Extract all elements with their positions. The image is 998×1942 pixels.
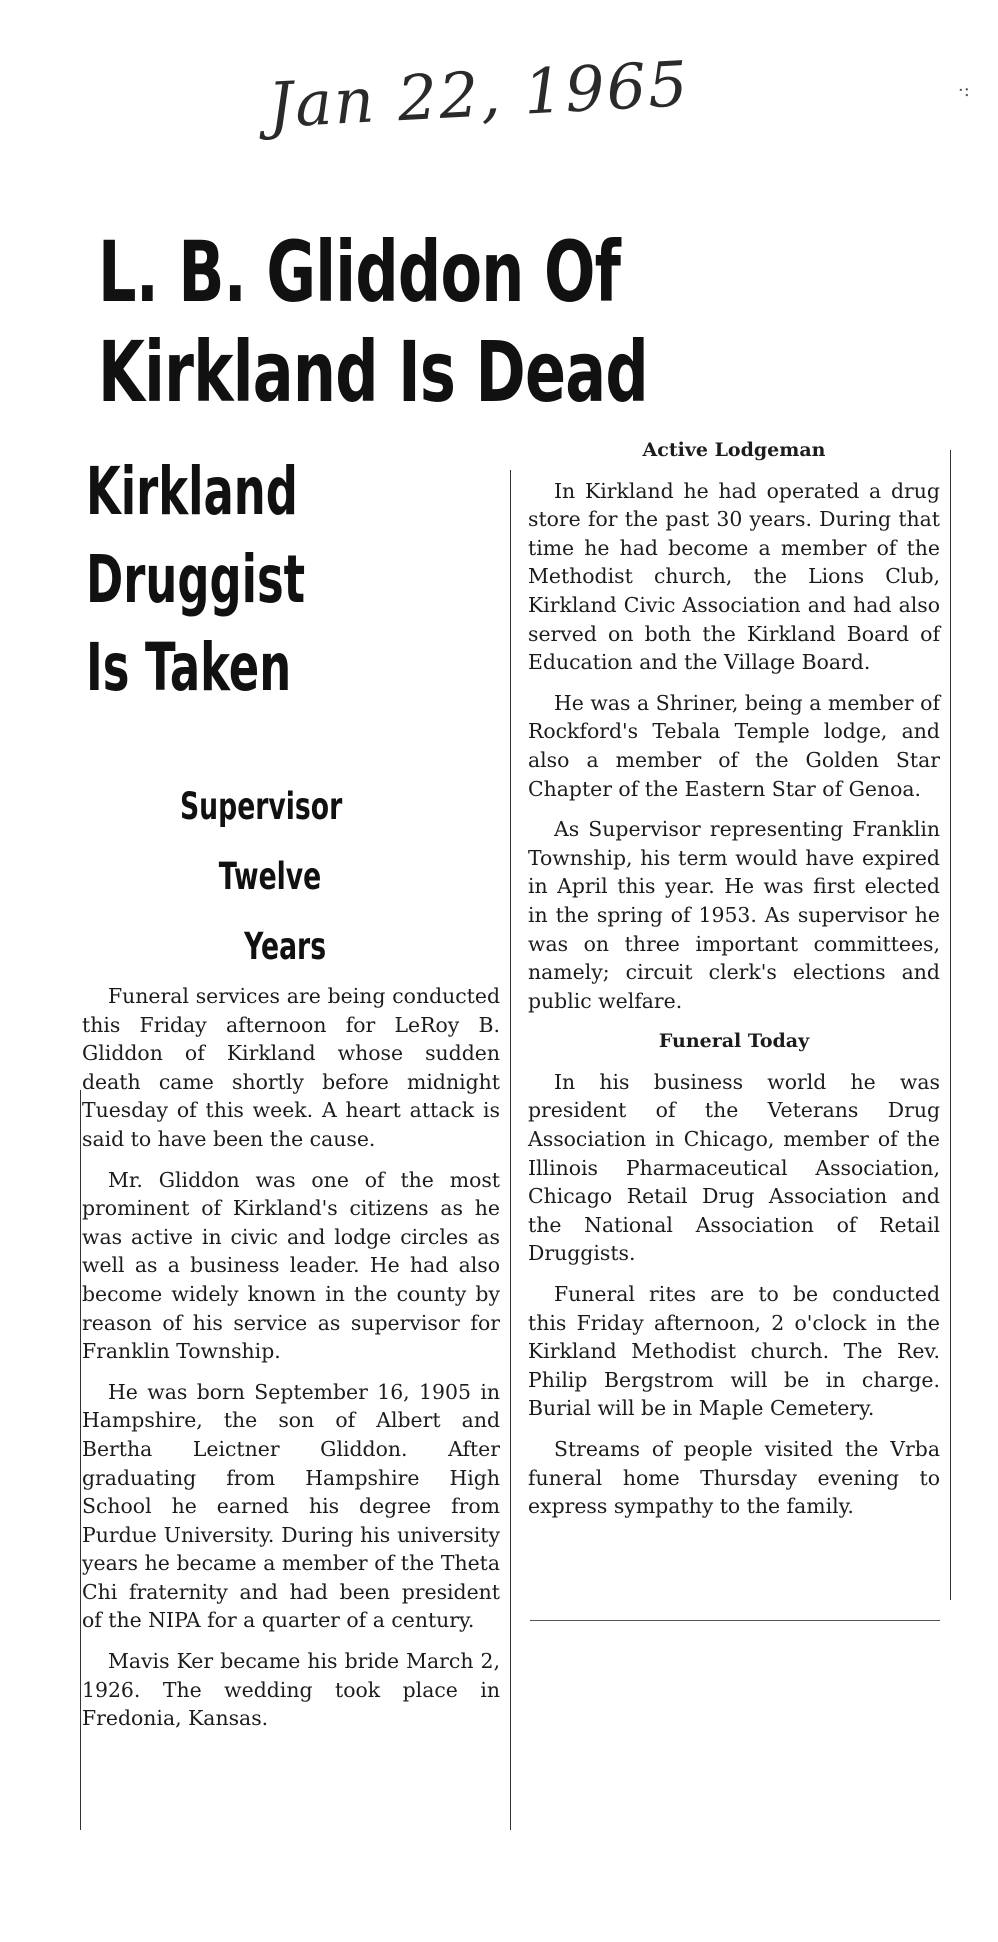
article-paragraph: In his business world he was president of the Veterans Drug Association in Chicago, member of the Illinois Pharmaceutical Association, Chicago Retail Drug Association and the National Association of Retail Druggists. [528,1069,940,1266]
subheadline-line: Supervisor [180,785,343,828]
subheadline-line: Twelve [218,855,322,898]
handwritten-date: Jan 22, 1965 [266,47,692,142]
article-paragraph: Mavis Ker became his bride March 2, 1926. The wedding took place in Fredonia, Kansas. [82,1649,500,1731]
article-paragraph: Streams of people visited the Vrba funeral home Thursday evening to express sympathy to the family. [528,1437,940,1519]
kicker-line: Is Taken [86,629,292,706]
article-paragraph: In Kirkland he had operated a drug store for the past 30 years. During that time he had become a member of the Methodist church, the Lions Club, Kirkland Civic Association and had also served on both the Kirkland Board of Education and the Village Board. [528,478,940,675]
article-paragraph: As Supervisor representing Franklin Township, his term would have expired in April this year. He was first elected in the spring of 1953. As supervisor he was on three important committees, namely; circuit clerk's elections and public welfare. [528,817,940,1013]
section-subhead: Funeral Today [658,1030,810,1053]
bottom-rule [530,1620,940,1621]
left-column [82,982,500,1745]
kicker-line: Druggist [86,541,306,618]
subheadline [180,772,343,982]
subheadline-line: Years [244,925,327,968]
kicker-line: Kirkland [86,453,298,530]
article-paragraph: Funeral services are being conducted this Friday afternoon for LeRoy B. Gliddon of Kirkland whose sudden death came shortly before midnight Tuesday of this week. A heart attack is said to have been the cause. [82,984,500,1151]
headline [98,222,648,422]
article-paragraph: Funeral rites are to be conducted this Friday afternoon, 2 o'clock in the Kirkland Methodist church. The Rev. Philip Bergstrom will be in charge. Burial will be in Maple Cemetery. [528,1282,940,1421]
column-divider-left [80,1090,81,1830]
scan-speck: ·: [958,80,970,101]
kicker [86,448,305,712]
right-column [528,436,940,1533]
headline-line: L. B. Gliddon Of [98,223,621,321]
headline-line: Kirkland Is Dead [98,323,648,421]
article-paragraph: Mr. Gliddon was one of the most prominent of Kirkland's citizens as he was active in civic and lodge circles as well as a business leader. He had also become widely known in the county by reason of his service as supervisor for Franklin Township. [82,1167,500,1364]
article-paragraph: He was born September 16, 1905 in Hampshire, the son of Albert and Bertha Leictner Gliddon. After graduating from Hampshire High School he earned his degree from Purdue University. During his university years he became a member of the Theta Chi fraternity and had been president of the NIPA for a quarter of a century. [82,1379,500,1633]
column-divider-right [950,450,951,1600]
article-paragraph: He was a Shriner, being a member of Rockford's Tebala Temple lodge, and also a member of the Golden Star Chapter of the Eastern Star of Genoa. [528,690,940,801]
section-subhead: Active Lodgeman [642,439,826,461]
column-divider-center [510,470,511,1830]
